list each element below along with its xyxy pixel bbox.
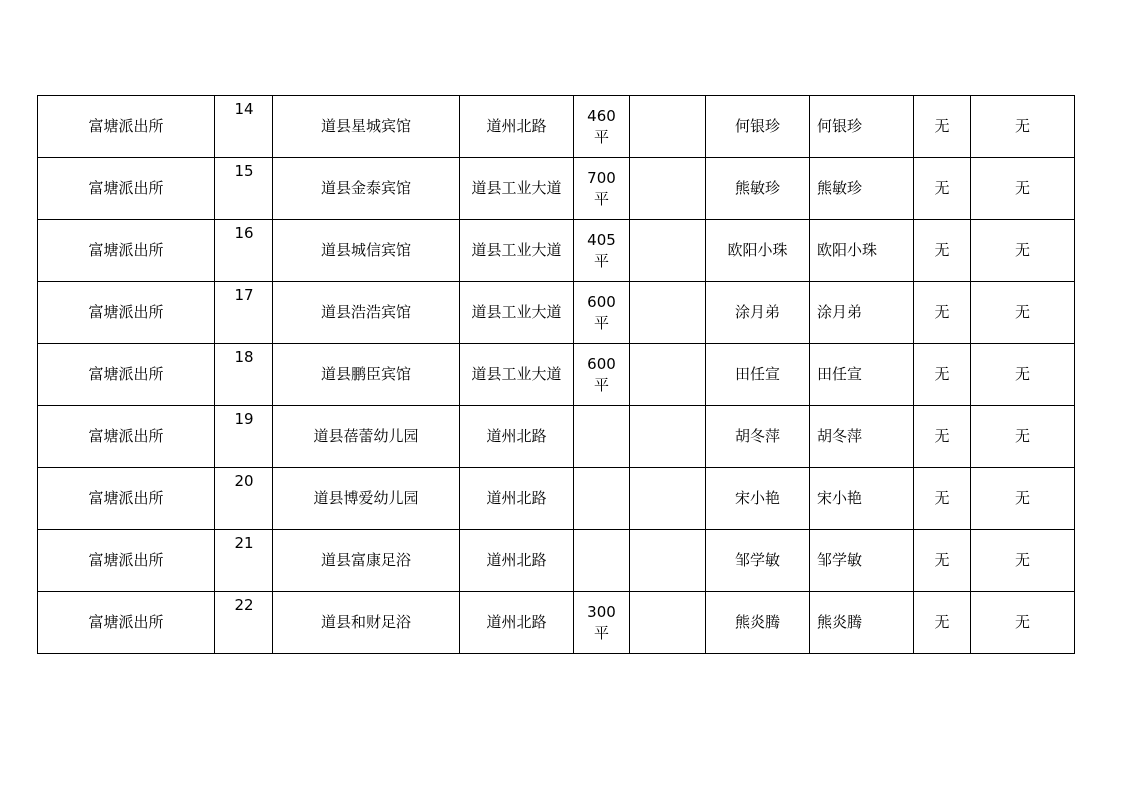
blank-cell <box>630 592 706 654</box>
address-cell: 道县工业大道 <box>460 158 574 220</box>
table-row <box>38 220 1075 282</box>
address-cell: 道县工业大道 <box>460 344 574 406</box>
number-text: 18 <box>234 348 254 366</box>
venue-name-cell: 道县城信宾馆 <box>273 220 460 282</box>
area-cell <box>574 282 630 344</box>
blank-cell <box>630 530 706 592</box>
table-row <box>38 96 1075 158</box>
remark-cell: 无 <box>971 282 1075 344</box>
station-cell: 富塘派出所 <box>38 592 215 654</box>
status-cell: 无 <box>914 96 971 158</box>
contact-person-cell: 熊炎腾 <box>810 592 914 654</box>
remark-cell: 无 <box>971 406 1075 468</box>
number-cell <box>215 592 273 654</box>
blank-cell <box>630 468 706 530</box>
remark-cell: 无 <box>971 220 1075 282</box>
remark-cell: 无 <box>971 96 1075 158</box>
table-row <box>38 468 1075 530</box>
contact-person-cell: 田任宣 <box>810 344 914 406</box>
area-cell <box>574 406 630 468</box>
address-cell: 道州北路 <box>460 468 574 530</box>
number-text: 14 <box>234 100 254 118</box>
area-text: 600平 <box>587 354 616 394</box>
remark-cell: 无 <box>971 158 1075 220</box>
blank-cell <box>630 406 706 468</box>
area-cell <box>574 158 630 220</box>
number-text: 19 <box>234 410 254 428</box>
legal-person-cell: 邹学敏 <box>706 530 810 592</box>
blank-cell <box>630 220 706 282</box>
contact-person-cell: 何银珍 <box>810 96 914 158</box>
status-cell: 无 <box>914 406 971 468</box>
number-text: 17 <box>234 286 254 304</box>
number-cell <box>215 158 273 220</box>
contact-person-cell: 宋小艳 <box>810 468 914 530</box>
number-cell <box>215 468 273 530</box>
legal-person-cell: 胡冬萍 <box>706 406 810 468</box>
records-table <box>37 95 1075 654</box>
address-cell: 道县工业大道 <box>460 220 574 282</box>
number-cell <box>215 96 273 158</box>
area-cell <box>574 344 630 406</box>
status-cell: 无 <box>914 220 971 282</box>
area-text: 460平 <box>587 106 616 146</box>
number-text: 15 <box>234 162 254 180</box>
area-text: 300平 <box>587 602 616 642</box>
legal-person-cell: 田任宣 <box>706 344 810 406</box>
status-cell: 无 <box>914 282 971 344</box>
legal-person-cell: 熊敏珍 <box>706 158 810 220</box>
legal-person-cell: 涂月弟 <box>706 282 810 344</box>
address-cell: 道州北路 <box>460 96 574 158</box>
venue-name-cell: 道县浩浩宾馆 <box>273 282 460 344</box>
number-text: 20 <box>234 472 254 490</box>
table-row <box>38 406 1075 468</box>
contact-person-cell: 胡冬萍 <box>810 406 914 468</box>
blank-cell <box>630 96 706 158</box>
station-cell: 富塘派出所 <box>38 282 215 344</box>
table-row <box>38 158 1075 220</box>
number-cell <box>215 220 273 282</box>
number-cell <box>215 530 273 592</box>
blank-cell <box>630 158 706 220</box>
venue-name-cell: 道县鹏臣宾馆 <box>273 344 460 406</box>
venue-name-cell: 道县博爱幼儿园 <box>273 468 460 530</box>
area-text: 600平 <box>587 292 616 332</box>
table-row <box>38 282 1075 344</box>
number-cell <box>215 406 273 468</box>
station-cell: 富塘派出所 <box>38 344 215 406</box>
status-cell: 无 <box>914 592 971 654</box>
venue-name-cell: 道县蓓蕾幼儿园 <box>273 406 460 468</box>
legal-person-cell: 欧阳小珠 <box>706 220 810 282</box>
area-text: 700平 <box>587 168 616 208</box>
number-text: 22 <box>234 596 254 614</box>
area-cell <box>574 592 630 654</box>
blank-cell <box>630 282 706 344</box>
venue-name-cell: 道县和财足浴 <box>273 592 460 654</box>
blank-cell <box>630 344 706 406</box>
address-cell: 道州北路 <box>460 530 574 592</box>
area-cell <box>574 468 630 530</box>
table-row <box>38 530 1075 592</box>
station-cell: 富塘派出所 <box>38 530 215 592</box>
contact-person-cell: 熊敏珍 <box>810 158 914 220</box>
area-cell <box>574 530 630 592</box>
legal-person-cell: 宋小艳 <box>706 468 810 530</box>
remark-cell: 无 <box>971 592 1075 654</box>
remark-cell: 无 <box>971 530 1075 592</box>
status-cell: 无 <box>914 468 971 530</box>
status-cell: 无 <box>914 158 971 220</box>
area-cell <box>574 96 630 158</box>
contact-person-cell: 邹学敏 <box>810 530 914 592</box>
contact-person-cell: 欧阳小珠 <box>810 220 914 282</box>
number-text: 21 <box>234 534 254 552</box>
status-cell: 无 <box>914 530 971 592</box>
remark-cell: 无 <box>971 468 1075 530</box>
remark-cell: 无 <box>971 344 1075 406</box>
station-cell: 富塘派出所 <box>38 220 215 282</box>
area-text: 405平 <box>587 230 616 270</box>
venue-name-cell: 道县星城宾馆 <box>273 96 460 158</box>
area-cell <box>574 220 630 282</box>
number-text: 16 <box>234 224 254 242</box>
status-cell: 无 <box>914 344 971 406</box>
address-cell: 道州北路 <box>460 592 574 654</box>
legal-person-cell: 何银珍 <box>706 96 810 158</box>
address-cell: 道州北路 <box>460 406 574 468</box>
table-row <box>38 592 1075 654</box>
number-cell <box>215 282 273 344</box>
station-cell: 富塘派出所 <box>38 96 215 158</box>
station-cell: 富塘派出所 <box>38 158 215 220</box>
records-body <box>38 96 1075 654</box>
legal-person-cell: 熊炎腾 <box>706 592 810 654</box>
contact-person-cell: 涂月弟 <box>810 282 914 344</box>
number-cell <box>215 344 273 406</box>
address-cell: 道县工业大道 <box>460 282 574 344</box>
table-row <box>38 344 1075 406</box>
station-cell: 富塘派出所 <box>38 406 215 468</box>
venue-name-cell: 道县金泰宾馆 <box>273 158 460 220</box>
station-cell: 富塘派出所 <box>38 468 215 530</box>
venue-name-cell: 道县富康足浴 <box>273 530 460 592</box>
